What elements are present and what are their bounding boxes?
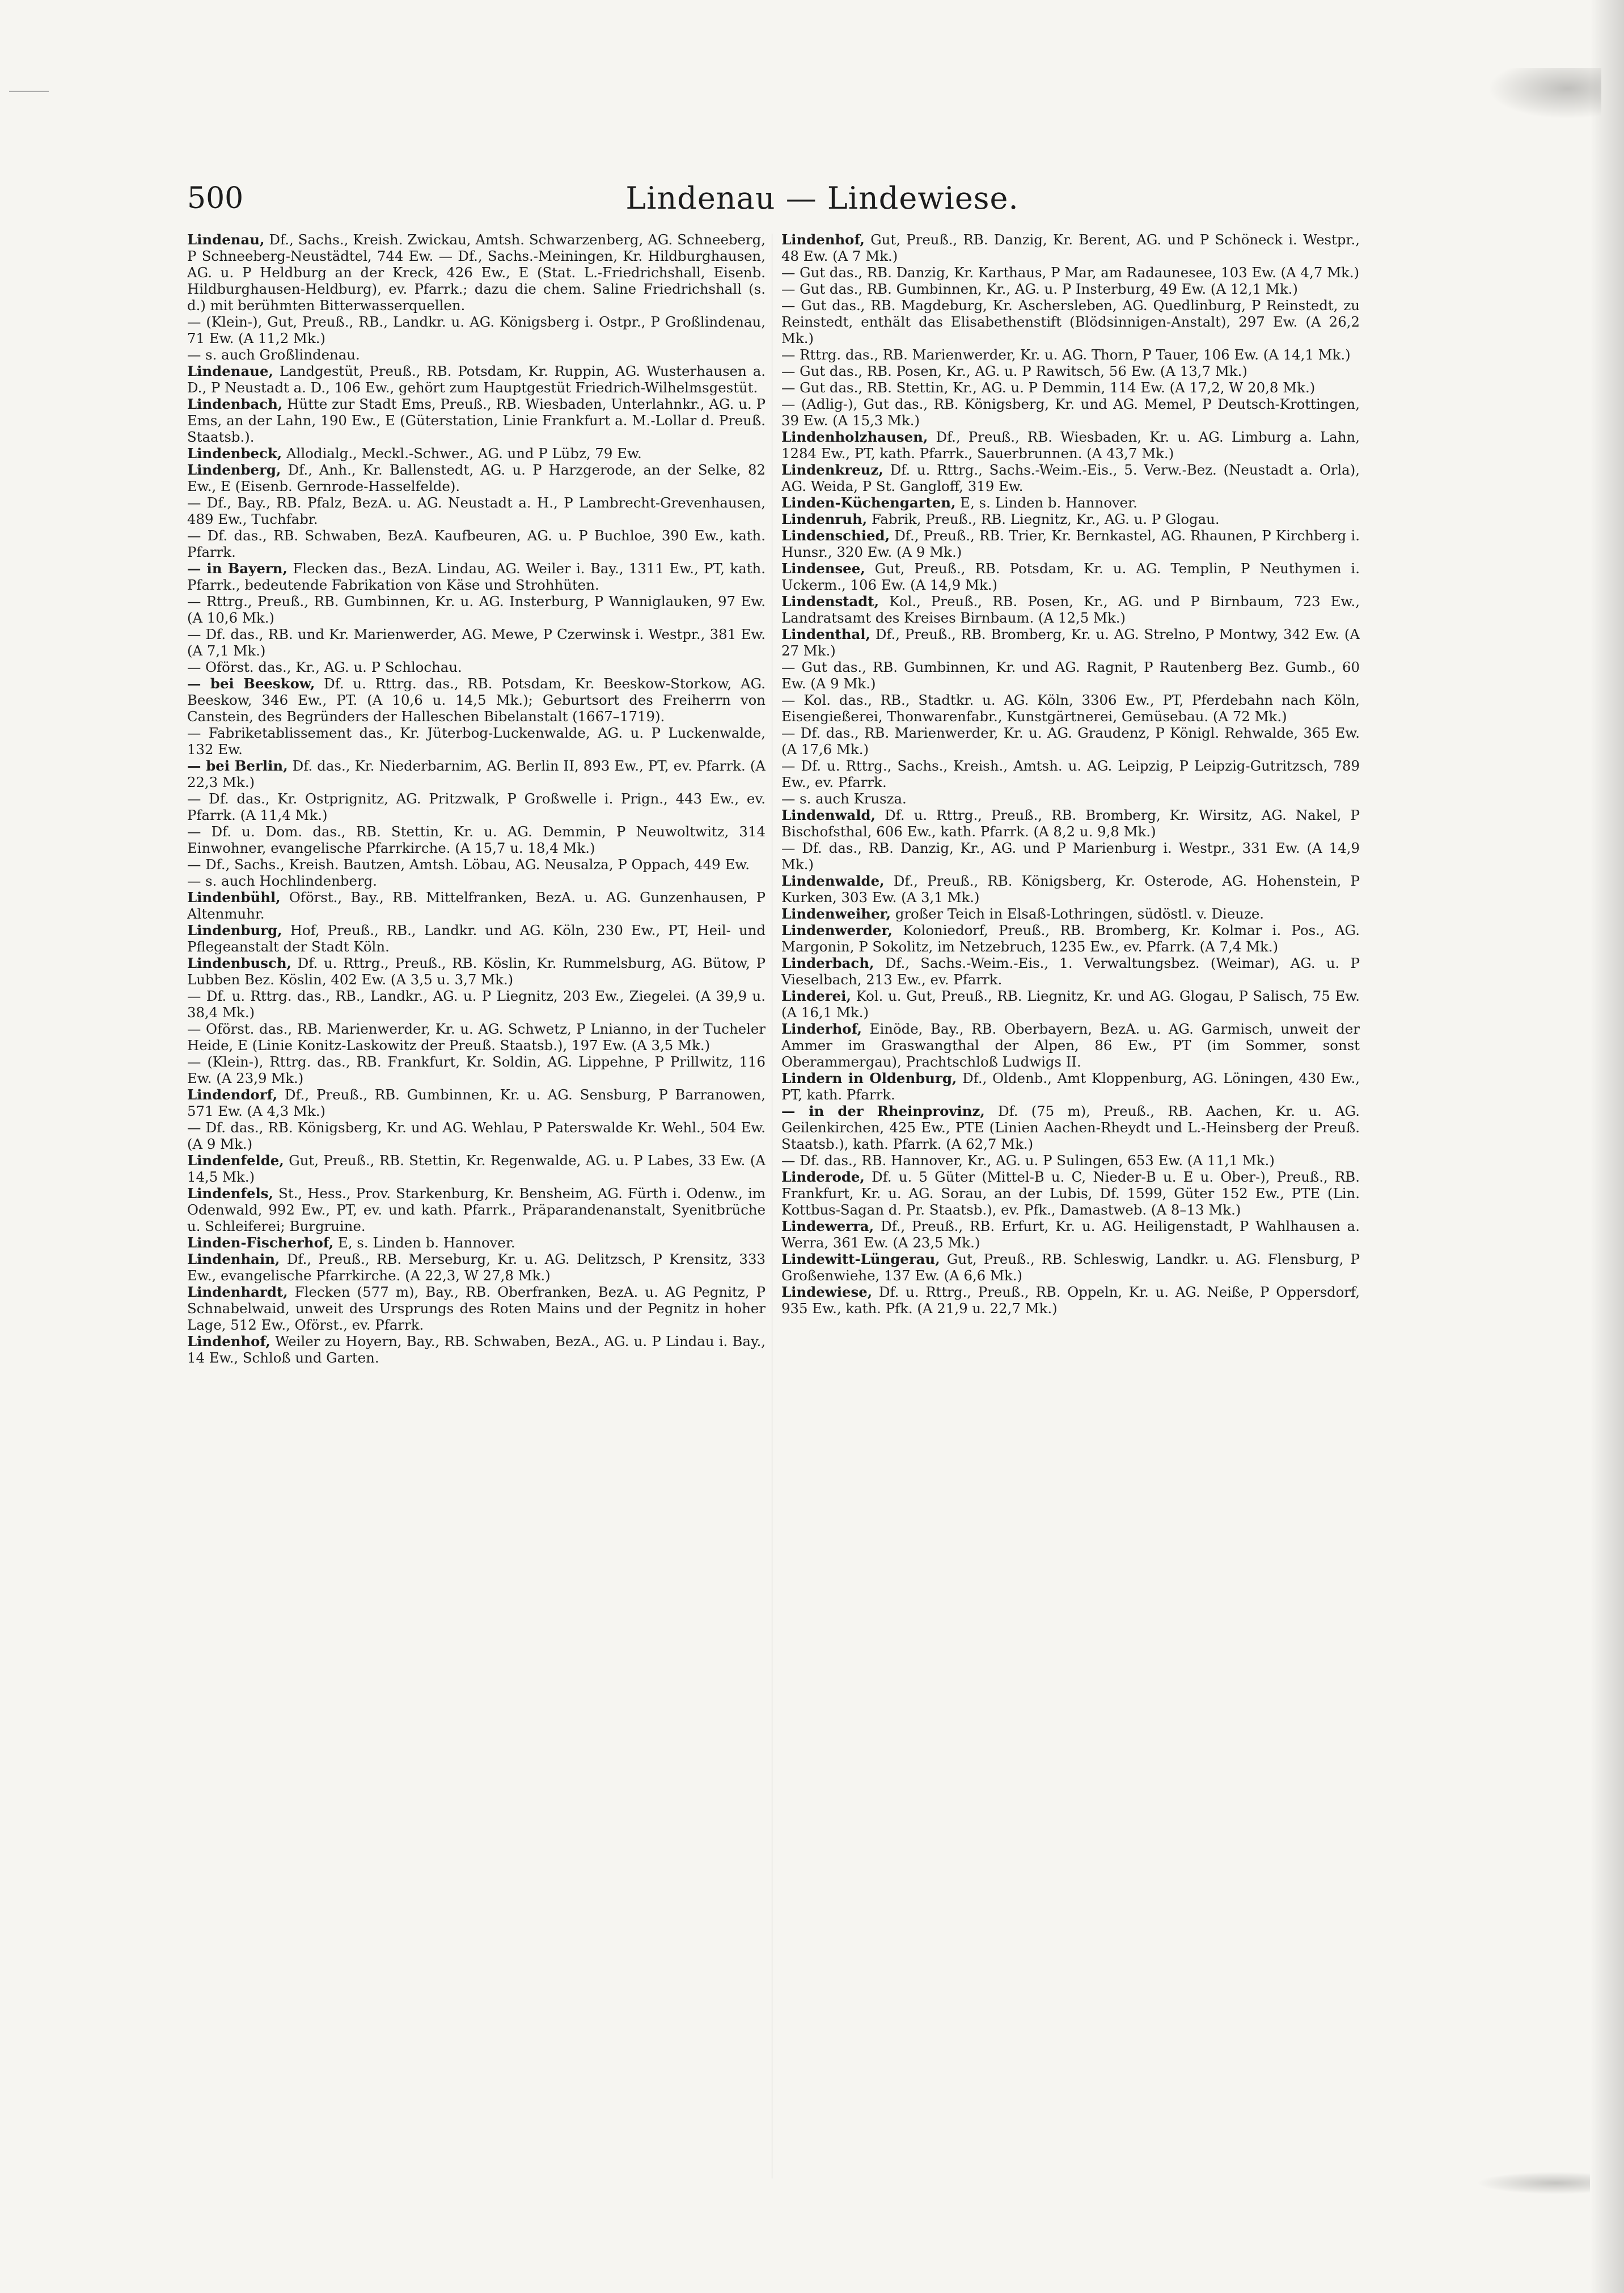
entry-text: Einöde, Bay., RB. Oberbayern, BezA. u. AG. Garmisch, unweit der Ammer im Graswangthal der Alpen, 86 Ew., PT (im Sommer, sonst Oberammergau), Prachtschloß Ludwigs II. [781, 1021, 1360, 1070]
entry-text: E, s. Linden b. Hannover. [960, 494, 1137, 511]
entry-text: — Oförst. das., RB. Marienwerder, Kr. u. AG. Schwetz, P Lnianno, in der Tucheler Heide, E (Linie Konitz-Laskowitz der Preuß. Staatsb.), 197 Ew. (A 3,5 Mk.) [187, 1021, 766, 1054]
entry-text: — Gut das., RB. Danzig, Kr. Karthaus, P Mar, am Radaunesee, 103 Ew. (A 4,7 Mk.) [781, 264, 1360, 281]
dictionary-entry [781, 379, 1360, 396]
entry-headword: Linderhof, [781, 1021, 862, 1037]
dictionary-entry [187, 725, 766, 758]
entry-text: Koloniedorf, Preuß., RB. Bromberg, Kr. Kolmar i. Pos., AG. Margonin, P Sokolitz, im Netzebruch, 1235 Ew., ev. Pfarrk. (A 7,4 Mk.) [781, 922, 1360, 955]
scan-mark [9, 91, 49, 92]
dictionary-entry [781, 790, 1360, 807]
entry-headword: Linderode, [781, 1169, 865, 1185]
dictionary-entry [781, 906, 1360, 922]
dictionary-entry [187, 1234, 766, 1251]
entry-headword: Lindenhof, [781, 231, 865, 248]
dictionary-entry [187, 889, 766, 922]
entry-headword: Lindenau, [187, 231, 265, 248]
dictionary-entry [187, 1152, 766, 1185]
entry-text: — Df. das., RB. Hannover, Kr., AG. u. P Sulingen, 653 Ew. (A 11,1 Mk.) [781, 1152, 1275, 1169]
entry-text: Gut, Preuß., RB. Potsdam, Kr. u. AG. Templin, P Neuthymen i. Uckerm., 106 Ew. (A 14,9 Mk.) [781, 560, 1360, 593]
entry-text: Df., Preuß., RB. Trier, Kr. Bernkastel, AG. Rhaunen, P Kirchberg i. Hunsr., 320 Ew. (A 9 Mk.) [781, 527, 1360, 560]
dictionary-entry [781, 363, 1360, 379]
dictionary-entry [187, 445, 766, 462]
dictionary-entry [187, 1251, 766, 1284]
dictionary-entry [781, 922, 1360, 955]
dictionary-entry [187, 790, 766, 823]
dictionary-entry [781, 988, 1360, 1021]
entry-headword: Lindern in Oldenburg, [781, 1070, 957, 1086]
entry-text: Oförst., Bay., RB. Mittelfranken, BezA. u. AG. Gunzenhausen, P Altenmuhr. [187, 889, 766, 922]
dictionary-entry [187, 1119, 766, 1152]
entry-headword: Lindenweiher, [781, 906, 891, 922]
entry-text: Df. u. Rttrg., Preuß., RB. Köslin, Kr. Rummelsburg, AG. Bütow, P Lubben Bez. Köslin, 402 Ew. (A 3,5 u. 3,7 Mk.) [187, 955, 766, 988]
entry-text: Kol. u. Gut, Preuß., RB. Liegnitz, Kr. und AG. Glogau, P Salisch, 75 Ew. (A 16,1 Mk.) [781, 988, 1360, 1021]
entry-headword: Lindenholzhausen, [781, 429, 928, 445]
entry-headword: Lindenruh, [781, 511, 868, 527]
right-column [781, 231, 1360, 2182]
entry-headword: Lindenbusch, [187, 955, 292, 971]
entry-text: — Df. das., Kr. Ostprignitz, AG. Pritzwalk, P Großwelle i. Prign., 443 Ew., ev. Pfarrk. (A 11,4 Mk.) [187, 790, 766, 823]
entry-text: — (Klein-), Gut, Preuß., RB., Landkr. u. AG. Königsberg i. Ostpr., P Großlindenau, 71 Ew. (A 11,2 Mk.) [187, 314, 766, 346]
entry-headword: Lindenhain, [187, 1251, 280, 1267]
dictionary-entry [781, 1218, 1360, 1251]
entry-text: Df., Sachs., Kreish. Zwickau, Amtsh. Schwarzenberg, AG. Schneeberg, P Schneeberg-Neustädtel, 744 Ew. — Df., Sachs.-Meiningen, Kr. Hildburghausen, AG. u. P Heldburg an der Kreck, 426 Ew., E (Stat. L.-Friedrichshall, Eisenb. Hildburghausen-Heldburg), ev. Pfarrk.; dazu die chem. Saline Friedrichshall (s. d.) mit berühmten Bitterwasserquellen. [187, 231, 766, 314]
entry-text: großer Teich in Elsaß-Lothringen, südöstl. v. Dieuze. [895, 906, 1264, 922]
dictionary-entry [781, 1070, 1360, 1103]
entry-headword: Lindenbeck, [187, 445, 282, 462]
entry-text: Gut, Preuß., RB. Stettin, Kr. Regenwalde, AG. u. P Labes, 33 Ew. (A 14,5 Mk.) [187, 1152, 766, 1185]
entry-headword: Lindendorf, [187, 1086, 278, 1103]
dictionary-entry [781, 1103, 1360, 1152]
left-column [187, 231, 766, 2182]
entry-text: Landgestüt, Preuß., RB. Potsdam, Kr. Ruppin, AG. Wusterhausen a. D., P Neustadt a. D., 106 Ew., gehört zum Hauptgestüt Friedrich-Wilhelmsgestüt. [187, 363, 766, 396]
entry-text: Allodialg., Meckl.-Schwer., AG. und P Lübz, 79 Ew. [286, 445, 642, 462]
entry-text: — (Klein-), Rttrg. das., RB. Frankfurt, Kr. Soldin, AG. Lippehne, P Prillwitz, 116 Ew. (A 23,9 Mk.) [187, 1054, 766, 1086]
dictionary-entry [187, 1086, 766, 1119]
dictionary-entry [187, 527, 766, 560]
dictionary-entry [781, 955, 1360, 988]
dictionary-entry [187, 462, 766, 494]
entry-headword: Lindewitt-Lüngerau, [781, 1251, 940, 1267]
dictionary-entry [781, 1021, 1360, 1070]
dictionary-entry [187, 758, 766, 790]
dictionary-entry [781, 807, 1360, 840]
dictionary-entry [187, 988, 766, 1021]
entry-text: Hütte zur Stadt Ems, Preuß., RB. Wiesbaden, Unterlahnkr., AG. u. P Ems, an der Lahn, 190 Ew., E (Güterstation, Linie Frankfurt a. M.-Lollar d. Preuß. Staatsb.). [187, 396, 766, 445]
dictionary-entry [187, 1333, 766, 1366]
entry-text: Df., Oldenb., Amt Kloppenburg, AG. Löningen, 430 Ew., PT, kath. Pfarrk. [781, 1070, 1360, 1103]
entry-text: Weiler zu Hoyern, Bay., RB. Schwaben, BezA., AG. u. P Lindau i. Bay., 14 Ew., Schloß und Garten. [187, 1333, 766, 1366]
scan-smudge-bottom [1477, 2172, 1590, 2194]
dictionary-entry [187, 346, 766, 363]
dictionary-entry [781, 231, 1360, 264]
entry-text: Flecken (577 m), Bay., RB. Oberfranken, BezA. u. AG Pegnitz, P Schnabelwaid, unweit des Ursprungs des Roten Mains und der Pegnitz in hoher Lage, 512 Ew., Oförst., ev. Pfarrk. [187, 1284, 766, 1333]
entry-text: — Gut das., RB. Gumbinnen, Kr. und AG. Ragnit, P Rautenberg Bez. Gumb., 60 Ew. (A 9 Mk.) [781, 659, 1360, 692]
entry-text: Df., Sachs.-Weim.-Eis., 1. Verwaltungsbez. (Weimar), AG. u. P Vieselbach, 213 Ew., ev. Pfarrk. [781, 955, 1360, 988]
page-number: 500 [187, 181, 244, 215]
dictionary-entry [781, 758, 1360, 790]
entry-headword: Lindenstadt, [781, 593, 879, 610]
dictionary-entry [781, 462, 1360, 494]
entry-text: Gut, Preuß., RB. Schleswig, Landkr. u. AG. Flensburg, P Großenwiehe, 137 Ew. (A 6,6 Mk.) [781, 1251, 1360, 1284]
dictionary-entry [187, 396, 766, 445]
entry-headword: Lindenburg, [187, 922, 282, 938]
dictionary-entry [781, 593, 1360, 626]
entry-text: — Oförst. das., Kr., AG. u. P Schlochau. [187, 659, 462, 675]
dictionary-entry [187, 363, 766, 396]
entry-text: Df., Preuß., RB. Königsberg, Kr. Osterode, AG. Hohenstein, P Kurken, 303 Ew. (A 3,1 Mk.) [781, 873, 1360, 906]
entry-text: — Kol. das., RB., Stadtkr. u. AG. Köln, 3306 Ew., PT, Pferdebahn nach Köln, Eisengießerei, Thonwarenfabr., Kunstgärtnerei, Gemüsebau. (A 72 Mk.) [781, 692, 1360, 725]
entry-text: Df., Anh., Kr. Ballenstedt, AG. u. P Harzgerode, an der Selke, 82 Ew., E (Eisenb. Gernrode-Hasselfelde). [187, 462, 766, 494]
entry-text: — Df., Bay., RB. Pfalz, BezA. u. AG. Neustadt a. H., P Lambrecht-Grevenhausen, 489 Ew., Tuchfabr. [187, 494, 766, 527]
entry-text: St., Hess., Prov. Starkenburg, Kr. Bensheim, AG. Fürth i. Odenw., im Odenwald, 992 Ew., PT, ev. und kath. Pfarrk., Präparandenanstalt, Syenitbrüche u. Schleiferei; Burgruine. [187, 1185, 766, 1234]
entry-headword: Linderei, [781, 988, 851, 1004]
entry-text: — Gut das., RB. Gumbinnen, Kr., AG. u. P Insterburg, 49 Ew. (A 12,1 Mk.) [781, 281, 1298, 297]
dictionary-entry [781, 396, 1360, 429]
entry-text: — Fabriketablissement das., Kr. Jüterbog-Luckenwalde, AG. u. P Luckenwalde, 132 Ew. [187, 725, 766, 758]
entry-text: — (Adlig-), Gut das., RB. Königsberg, Kr. und AG. Memel, P Deutsch-Krottingen, 39 Ew. (A 15,3 Mk.) [781, 396, 1360, 429]
dictionary-entry [781, 297, 1360, 346]
entry-text: — Rttrg., Preuß., RB. Gumbinnen, Kr. u. AG. Insterburg, P Wanniglauken, 97 Ew. (A 10,6 Mk.) [187, 593, 766, 626]
entry-text: — Df. u. Dom. das., RB. Stettin, Kr. u. AG. Demmin, P Neuwoltwitz, 314 Einwohner, evangelische Pfarrkirche. (A 15,7 u. 18,4 Mk.) [187, 823, 766, 856]
entry-headword: Lindenkreuz, [781, 462, 883, 478]
entry-headword: Linderbach, [781, 955, 874, 971]
dictionary-entry [781, 511, 1360, 527]
entry-headword: Lindenfels, [187, 1185, 273, 1202]
entry-headword: — in Bayern, [187, 560, 287, 577]
entry-text: — s. auch Hochlindenberg. [187, 873, 378, 889]
dictionary-entry [187, 873, 766, 889]
entry-headword: Lindenhof, [187, 1333, 270, 1349]
entry-text: Df. u. Rttrg. das., RB. Potsdam, Kr. Beeskow-Storkow, AG. Beeskow, 346 Ew., PT. (A 10,6 u. 14,5 Mk.); Geburtsort des Freiherrn von Canstein, des Begründers der Halleschen Bibelanstalt (1667–1719). [187, 675, 766, 725]
entry-text: — Gut das., RB. Magdeburg, Kr. Aschersleben, AG. Quedlinburg, P Reinstedt, zu Reinstedt, enthält das Elisabethenstift (Blödsinnigen-Anstalt), 297 Ew. (A 26,2 Mk.) [781, 297, 1360, 346]
dictionary-entry [187, 560, 766, 593]
dictionary-entry [187, 856, 766, 873]
entry-headword: Lindewiese, [781, 1284, 873, 1300]
dictionary-entry [781, 1152, 1360, 1169]
entry-text: Df., Preuß., RB. Erfurt, Kr. u. AG. Heiligenstadt, P Wahlhausen a. Werra, 361 Ew. (A 23,5 Mk.) [781, 1218, 1360, 1251]
running-head: Lindenau — Lindewiese. [625, 180, 1019, 216]
entry-text: Df. das., Kr. Niederbarnim, AG. Berlin II, 893 Ew., PT, ev. Pfarrk. (A 22,3 Mk.) [187, 758, 766, 790]
entry-text: Df. u. 5 Güter (Mittel-B u. C, Nieder-B u. E u. Ober-), Preuß., RB. Frankfurt, Kr. u. AG. Sorau, an der Lubis, Df. 1599, Güter 152 Ew., PTE (Lin. Kottbus-Sagan d. Pr. Staatsb.), ev. Pfk., Damastweb. (A 8–13 Mk.) [781, 1169, 1360, 1218]
dictionary-entry [781, 873, 1360, 906]
entry-headword: Lindewerra, [781, 1218, 874, 1234]
dictionary-entry [781, 725, 1360, 758]
dictionary-entry [187, 593, 766, 626]
entry-headword: Lindenhardt, [187, 1284, 288, 1300]
entry-headword: Lindenthal, [781, 626, 871, 642]
entry-text: E, s. Linden b. Hannover. [338, 1234, 515, 1251]
dictionary-entry [187, 1185, 766, 1234]
entry-text: Kol., Preuß., RB. Posen, Kr., AG. und P Birnbaum, 723 Ew., Landratsamt des Kreises Birnbaum. (A 12,5 Mk.) [781, 593, 1360, 626]
entry-text: Df. (75 m), Preuß., RB. Aachen, Kr. u. AG. Geilenkirchen, 425 Ew., PTE (Linien Aachen-Rheydt und L.-Heinsberg der Preuß. Staatsb.), kath. Pfarrk. (A 62,7 Mk.) [781, 1103, 1360, 1152]
entry-text: — Gut das., RB. Posen, Kr., AG. u. P Rawitsch, 56 Ew. (A 13,7 Mk.) [781, 363, 1247, 379]
dictionary-entry [781, 429, 1360, 462]
dictionary-entry [187, 955, 766, 988]
dictionary-entry [781, 1251, 1360, 1284]
dictionary-entry [187, 231, 766, 314]
dictionary-entry [781, 840, 1360, 873]
dictionary-entry [781, 659, 1360, 692]
dictionary-entry [781, 494, 1360, 511]
entry-text: — Df. das., RB. Marienwerder, Kr. u. AG. Graudenz, P Königl. Rehwalde, 365 Ew. (A 17,6 Mk.) [781, 725, 1360, 758]
entry-headword: Lindenaue, [187, 363, 274, 379]
entry-headword: Linden-Küchengarten, [781, 494, 956, 511]
dictionary-entry [781, 281, 1360, 297]
entry-text: Df. u. Rttrg., Sachs.-Weim.-Eis., 5. Verw.-Bez. (Neustadt a. Orla), AG. Weida, P St. Gangloff, 319 Ew. [781, 462, 1360, 494]
entry-text: — Df. u. Rttrg., Sachs., Kreish., Amtsh. u. AG. Leipzig, P Leipzig-Gutritzsch, 789 Ew., ev. Pfarrk. [781, 758, 1360, 790]
entry-text: Df., Preuß., RB. Bromberg, Kr. u. AG. Strelno, P Montwy, 342 Ew. (A 27 Mk.) [781, 626, 1360, 659]
dictionary-entry [187, 675, 766, 725]
dictionary-entry [187, 1021, 766, 1054]
entry-text: — Gut das., RB. Stettin, Kr., AG. u. P Demmin, 114 Ew. (A 17,2, W 20,8 Mk.) [781, 379, 1316, 396]
dictionary-entry [781, 560, 1360, 593]
dictionary-entry [187, 1054, 766, 1086]
entry-text: — Df., Sachs., Kreish. Bautzen, Amtsh. Löbau, AG. Neusalza, P Oppach, 449 Ew. [187, 856, 750, 873]
entry-headword: Lindenbühl, [187, 889, 281, 906]
dictionary-entry [781, 1284, 1360, 1317]
entry-headword: Lindenfelde, [187, 1152, 284, 1169]
entry-headword: Lindenwald, [781, 807, 876, 823]
dictionary-entry [187, 626, 766, 659]
entry-headword: Linden-Fischerhof, [187, 1234, 334, 1251]
entry-text: Fabrik, Preuß., RB. Liegnitz, Kr., AG. u. P Glogau. [872, 511, 1220, 527]
dictionary-entry [781, 264, 1360, 281]
entry-text: Df. u. Rttrg., Preuß., RB. Oppeln, Kr. u. AG. Neiße, P Oppersdorf, 935 Ew., kath. Pfk. (A 21,9 u. 22,7 Mk.) [781, 1284, 1360, 1317]
entry-headword: — bei Beeskow, [187, 675, 315, 692]
entry-text: — Df. u. Rttrg. das., RB., Landkr., AG. u. P Liegnitz, 203 Ew., Ziegelei. (A 39,9 u. 38,4 Mk.) [187, 988, 766, 1021]
entry-text: — s. auch Kruszа. [781, 790, 907, 807]
dictionary-entry [781, 527, 1360, 560]
entry-headword: Lindenberg, [187, 462, 281, 478]
entry-text: — Df. das., RB. Königsberg, Kr. und AG. Wehlau, P Paterswalde Kr. Wehl., 504 Ew. (A 9 Mk.) [187, 1119, 766, 1152]
entry-text: Df., Preuß., RB. Merseburg, Kr. u. AG. Delitzsch, P Krensitz, 333 Ew., evangelische Pfarrkirche. (A 22,3, W 27,8 Mk.) [187, 1251, 766, 1284]
entry-headword: Lindensee, [781, 560, 865, 577]
scan-smudge [1488, 68, 1601, 119]
entry-text: Df. u. Rttrg., Preuß., RB. Bromberg, Kr. Wirsitz, AG. Nakel, P Bischofsthal, 606 Ew., kath. Pfarrk. (A 8,2 u. 9,8 Mk.) [781, 807, 1360, 840]
entry-text: — Df. das., RB. und Kr. Marienwerder, AG. Mewe, P Czerwinsk i. Westpr., 381 Ew. (A 7,1 Mk.) [187, 626, 766, 659]
page-edge-shadow [1590, 0, 1624, 2293]
entry-headword: — bei Berlin, [187, 758, 288, 774]
entry-text: Gut, Preuß., RB. Danzig, Kr. Berent, AG. und P Schöneck i. Westpr., 48 Ew. (A 7 Mk.) [781, 231, 1360, 264]
dictionary-entry [187, 494, 766, 527]
entry-text: — Rttrg. das., RB. Marienwerder, Kr. u. AG. Thorn, P Tauer, 106 Ew. (A 14,1 Mk.) [781, 346, 1351, 363]
entry-text: Df., Preuß., RB. Wiesbaden, Kr. u. AG. Limburg a. Lahn, 1284 Ew., PT, kath. Pfarrk., Sauerbrunnen. (A 43,7 Mk.) [781, 429, 1360, 462]
entry-text: — Df. das., RB. Schwaben, BezA. Kaufbeuren, AG. u. P Buchloe, 390 Ew., kath. Pfarrk. [187, 527, 766, 560]
entry-text: Hof, Preuß., RB., Landkr. und AG. Köln, 230 Ew., PT, Heil- und Pflegeanstalt der Stadt Köln. [187, 922, 766, 955]
dictionary-entry [187, 659, 766, 675]
entry-headword: — in der Rheinprovinz, [781, 1103, 985, 1119]
dictionary-entry [781, 626, 1360, 659]
entry-headword: Lindenwerder, [781, 922, 893, 938]
entry-headword: Lindenwalde, [781, 873, 885, 889]
entry-text: Df., Preuß., RB. Gumbinnen, Kr. u. AG. Sensburg, P Barranowen, 571 Ew. (A 4,3 Mk.) [187, 1086, 766, 1119]
entry-headword: Lindenbach, [187, 396, 283, 412]
entry-headword: Lindenschied, [781, 527, 890, 544]
entry-text: Flecken das., BezA. Lindau, AG. Weiler i. Bay., 1311 Ew., PT, kath. Pfarrk., bedeutende Fabrikation von Käse und Strohhüten. [187, 560, 766, 593]
dictionary-entry [781, 1169, 1360, 1218]
entry-text: — s. auch Großlindenau. [187, 346, 360, 363]
dictionary-entry [187, 922, 766, 955]
dictionary-entry [187, 823, 766, 856]
entry-text: — Df. das., RB. Danzig, Kr., AG. und P Marienburg i. Westpr., 331 Ew. (A 14,9 Mk.) [781, 840, 1360, 873]
dictionary-entry [781, 346, 1360, 363]
dictionary-entry [187, 1284, 766, 1333]
dictionary-entry [781, 692, 1360, 725]
dictionary-entry [187, 314, 766, 346]
